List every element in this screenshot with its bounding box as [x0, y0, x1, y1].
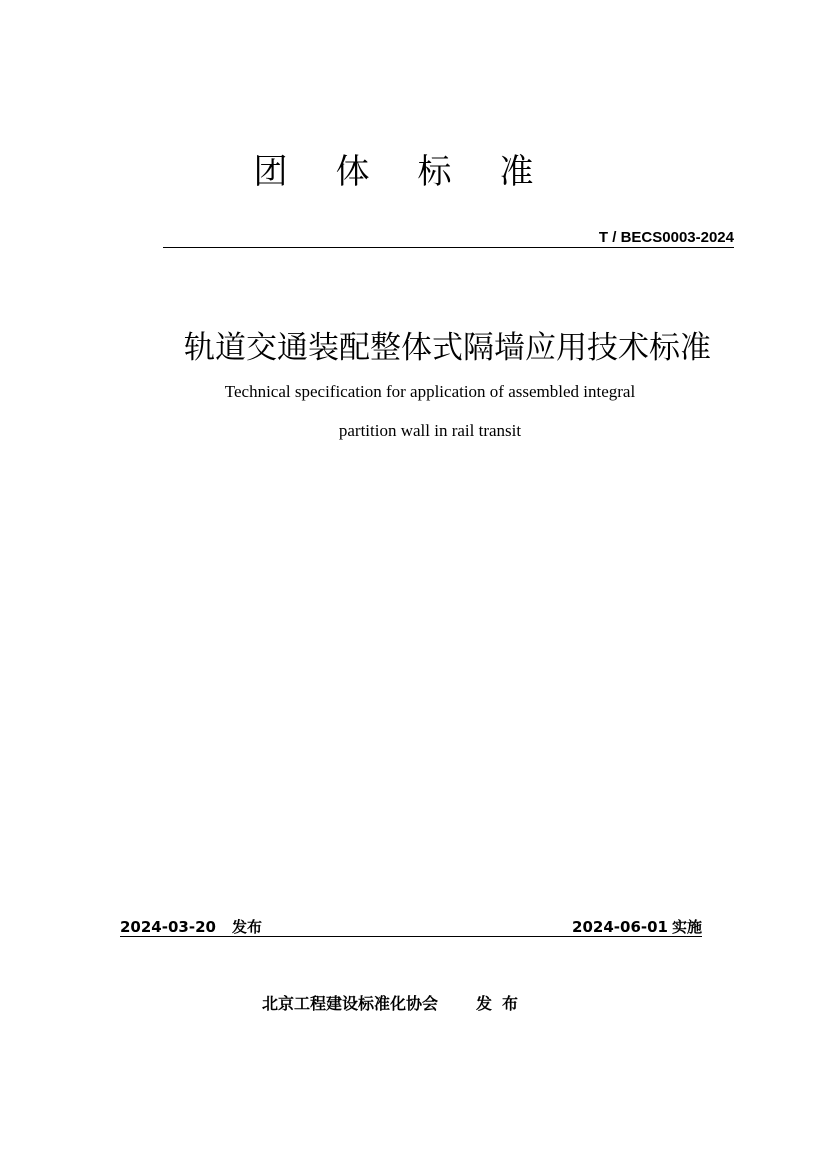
implement-label: 实施 [671, 918, 702, 936]
standard-number: T / BECS0003-2024 [598, 229, 734, 246]
document-title-english-line-1: Technical specification for application of assembled integral [224, 382, 636, 401]
standard-number-divider [163, 247, 734, 248]
issue-date-block [120, 917, 262, 937]
document-category-heading: 团体标准 [253, 152, 582, 192]
date-divider [120, 936, 702, 937]
implement-date-block [450, 917, 702, 937]
document-title-chinese: 轨道交通装配整体式隔墙应用技术标准 [184, 330, 711, 366]
publisher-action: 发布 [476, 994, 529, 1013]
document-title-english-line-2: partition wall in rail transit [338, 421, 522, 440]
publisher-block [262, 993, 528, 1015]
issue-label: 发布 [231, 918, 262, 936]
issue-date: 2024-03-20 [120, 918, 216, 936]
implement-date: 2024-06-01 [572, 918, 668, 936]
publisher-name: 北京工程建设标准化协会 [262, 994, 439, 1013]
